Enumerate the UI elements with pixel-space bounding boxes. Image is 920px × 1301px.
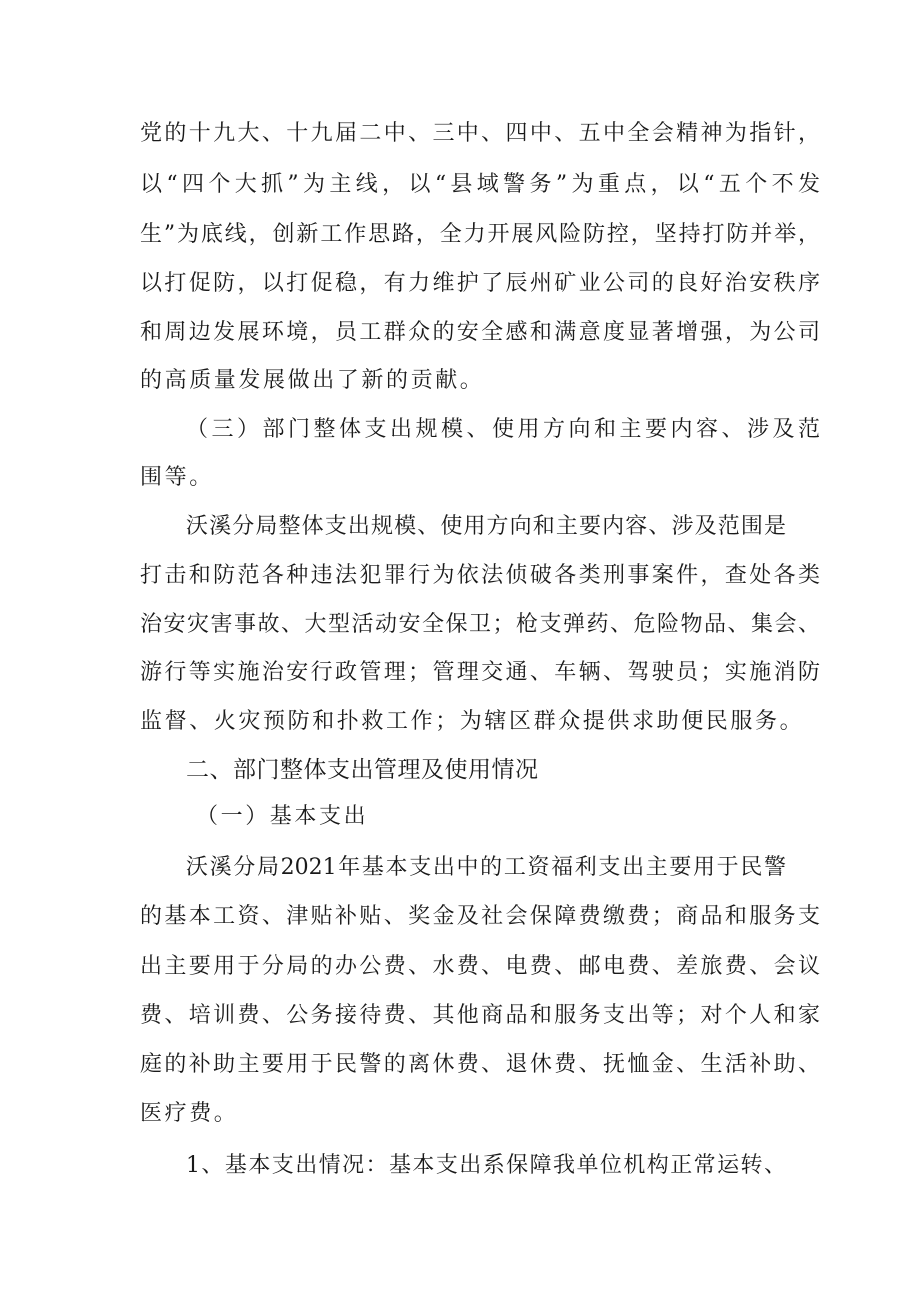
body-text-line: 庭的补助主要用于民警的离休费、退休费、抚恤金、生活补助、 [140,1052,820,1077]
body-text-line: 1、基本支出情况：基本支出系保障我单位机构正常运转、 [186,1153,786,1178]
body-text-line: 医疗费。 [140,1101,239,1126]
body-text-line: 和周边发展环境，员工群众的安全感和满意度显著增强，为公司 [140,320,820,345]
body-text-line: 游行等实施治安行政管理；管理交通、车辆、驾驶员；实施消防 [140,660,820,685]
section-heading: 二、部门整体支出管理及使用情况 [186,757,539,783]
body-text-line: 打击和防范各种违法犯罪行为依法侦破各类刑事案件，查处各类 [140,563,820,588]
body-text-line: 监督、火灾预防和扑救工作；为辖区群众提供求助便民服务。 [140,709,805,734]
section-subheading: （一）基本支出 [196,804,369,829]
body-text-line: 的高质量发展做出了新的贡献。 [140,368,485,393]
body-text-line: 的基本工资、津贴补贴、奖金及社会保障费缴费；商品和服务支 [140,904,820,929]
body-text-line: 费、培训费、公务接待费、其他商品和服务支出等；对个人和家 [140,1003,820,1028]
body-text-line: 以“四个大抓”为主线，以“县域警务”为重点，以“五个不发 [140,172,820,197]
body-text-line: 治安灾害事故、大型活动安全保卫；枪支弹药、危险物品、集会、 [140,612,820,637]
body-text-line: 沃溪分局2021年基本支出中的工资福利支出主要用于民警 [186,855,786,880]
section-subheading: （三）部门整体支出规模、使用方向和主要内容、涉及范 [186,417,820,442]
body-text-line: 沃溪分局整体支出规模、使用方向和主要内容、涉及范围是 [186,514,786,539]
section-subheading-continuation: 围等。 [140,465,214,490]
body-text-line: 党的十九大、十九届二中、三中、四中、五中全会精神为指针， [140,121,820,146]
body-text-line: 以打促防，以打促稳，有力维护了辰州矿业公司的良好治安秩序 [140,271,820,296]
body-text-line: 生”为底线，创新工作思路，全力开展风险防控，坚持打防并举， [140,222,820,247]
body-text-line: 出主要用于分局的办公费、水费、电费、邮电费、差旅费、会议 [140,954,820,979]
